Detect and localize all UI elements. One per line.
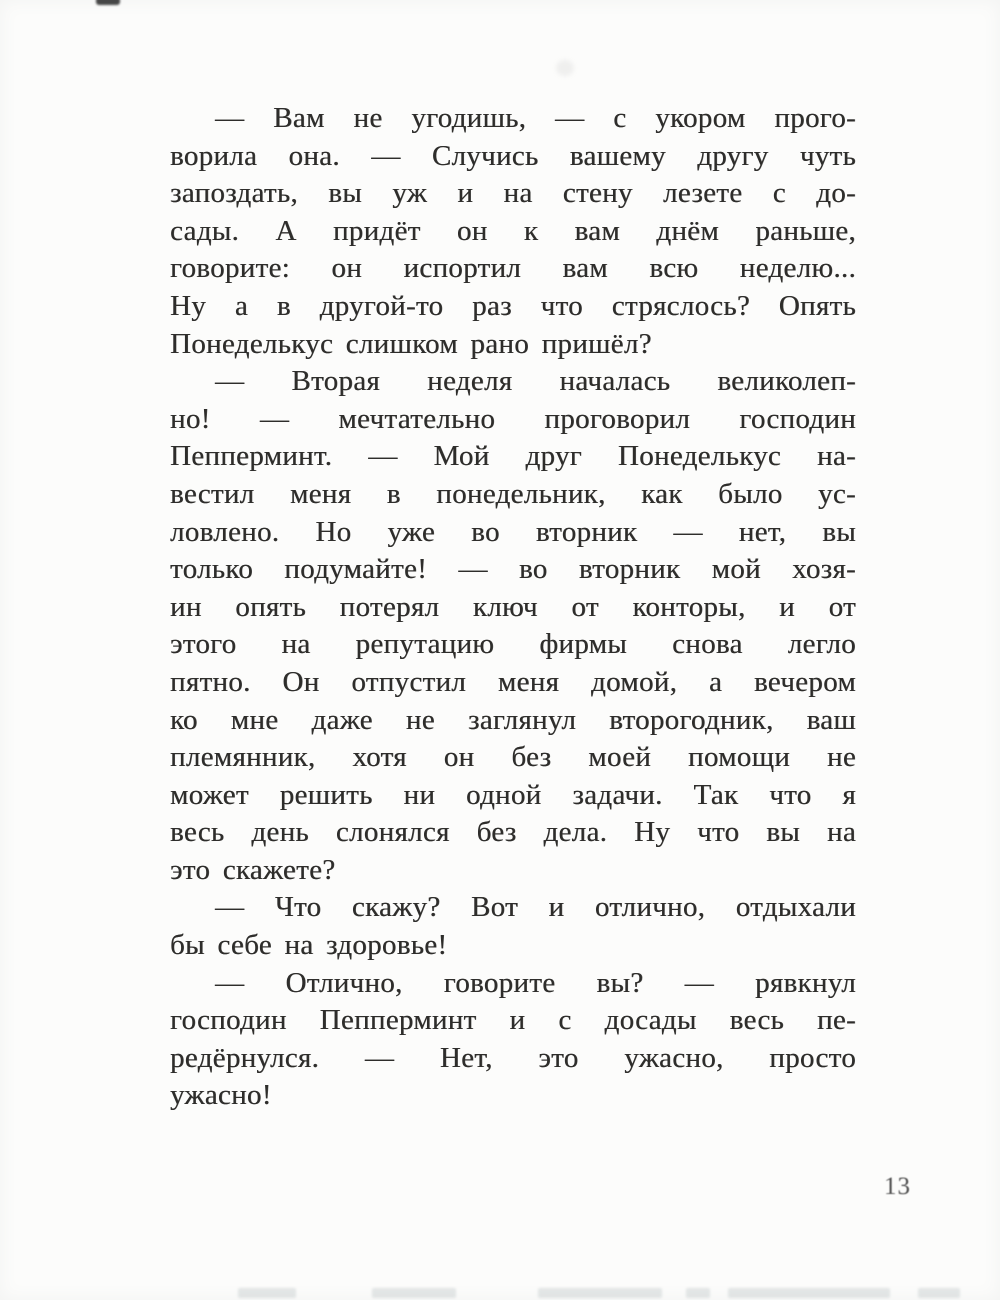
scan-artifact-fragment	[538, 1288, 662, 1298]
text-line: ворила она. — Случись вашему другу чуть	[170, 139, 856, 172]
scan-artifact-fragment	[238, 1288, 296, 1298]
text-line: бы себе на здоровье!	[170, 929, 448, 962]
text-line: этого на репутацию фирмы снова легло	[170, 628, 856, 661]
text-line: только подумайте! — во вторник мой хозя-	[170, 553, 856, 586]
scan-artifact-smudge	[556, 60, 574, 76]
text-line: ловлено. Но уже во вторник — нет, вы	[170, 515, 856, 548]
text-line: ин опять потерял ключ от конторы, и от	[170, 590, 856, 623]
text-line: ко мне даже не заглянул второгодник, ваш	[170, 703, 856, 736]
text-line: племянник, хотя он без моей помощи не	[170, 741, 856, 774]
scan-artifact-fragment	[372, 1288, 456, 1298]
text-line: но! — мечтательно проговорил господин	[170, 402, 856, 435]
page-number: 13	[884, 1173, 911, 1200]
text-line: запоздать, вы уж и на стену лезете с до-	[170, 177, 856, 210]
text-line: весь день слонялся без дела. Ну что вы на	[170, 816, 856, 849]
scan-artifact-fragment	[728, 1288, 890, 1298]
scan-artifact-fragment	[918, 1288, 960, 1298]
text-line: может решить ни одной задачи. Так что я	[170, 778, 856, 811]
text-line: ужасно!	[170, 1079, 272, 1112]
text-line: сады. А придёт он к вам днём раньше,	[170, 214, 856, 247]
text-line: Пепперминт. — Мой друг Понеделькус на-	[170, 440, 856, 473]
scan-artifact-fragment	[686, 1288, 710, 1298]
text-line: господин Пепперминт и с досады весь пе-	[170, 1004, 856, 1037]
text-line: это скажете?	[170, 853, 336, 886]
text-block	[170, 100, 856, 1115]
text-line: — Что скажу? Вот и отлично, отдыхали	[215, 891, 856, 924]
text-line: пятно. Он отпустил меня домой, а вечером	[170, 665, 856, 698]
scan-artifact-bottom-cutoff-text	[0, 1286, 1000, 1300]
scan-artifact-top-mark	[96, 0, 120, 5]
text-line: вестил меня в понедельник, как было ус-	[170, 477, 856, 510]
text-line: — Вам не угодишь, — с укором прого-	[215, 102, 856, 134]
text-line: — Вторая неделя началась великолеп-	[215, 365, 856, 398]
text-line: — Отлично, говорите вы? — рявкнул	[215, 966, 856, 999]
text-line: Понеделькус слишком рано пришёл?	[170, 327, 652, 360]
text-line: редёрнулся. — Нет, это ужасно, просто	[170, 1041, 856, 1074]
text-line: Ну а в другой-то раз что стряслось? Опять	[170, 289, 856, 322]
text-line: говорите: он испортил вам всю неделю...	[170, 252, 856, 285]
